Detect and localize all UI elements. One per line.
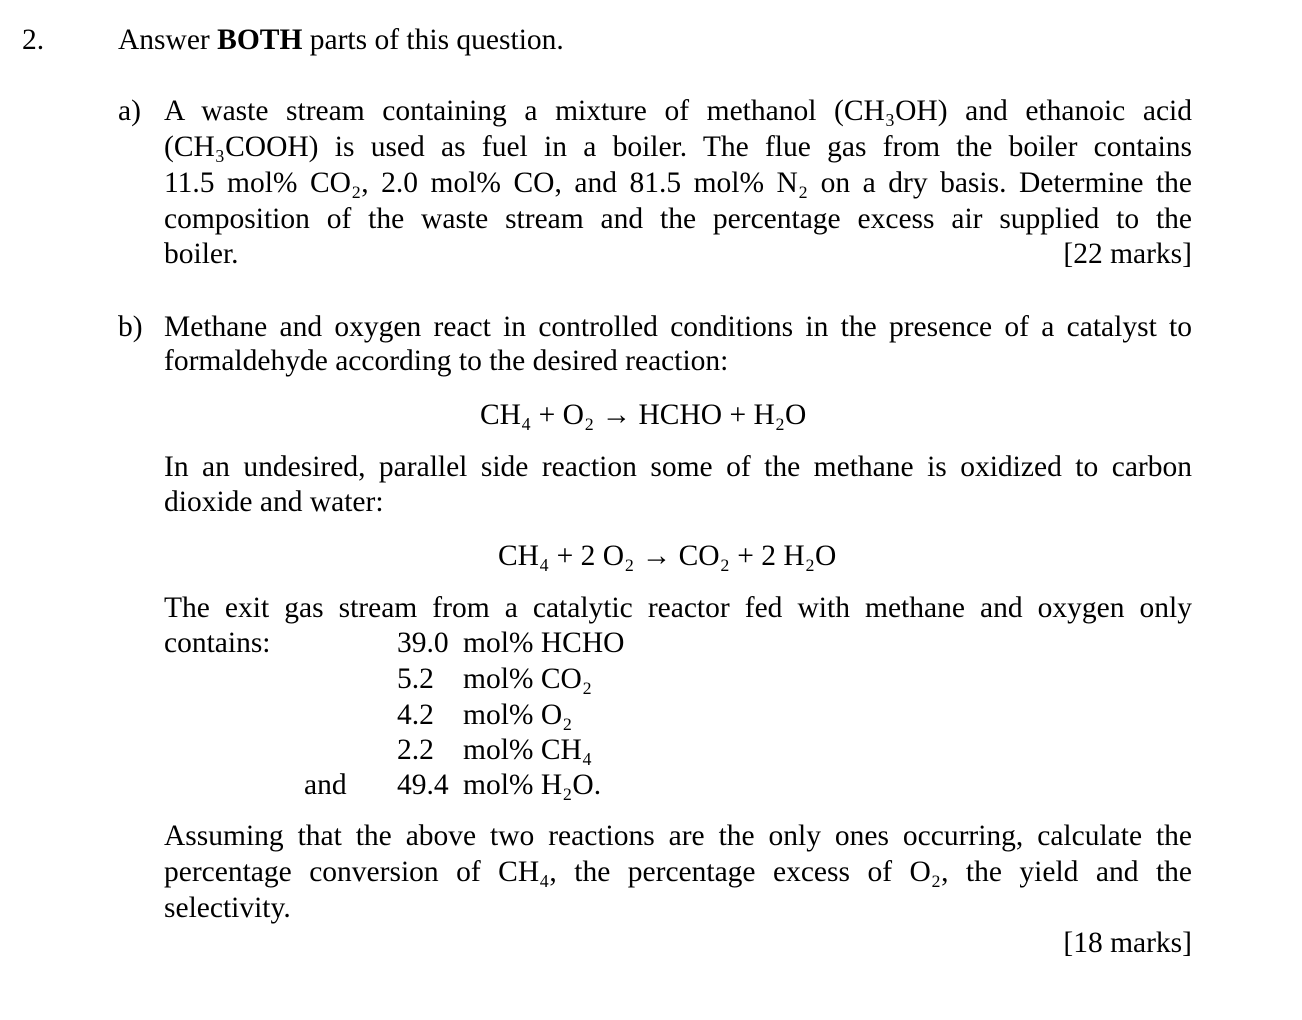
composition-row [397,661,592,697]
assumption-line-1: Assuming that the above two reactions are the only ones occurring, calculate the [164,820,1192,852]
assumption-line-3: selectivity. [164,892,291,924]
part-a-label: a) [118,95,141,127]
question-intro [118,22,564,58]
part-a-line-1: A waste stream containing a mixture of methanol (CH₃OH) and ethanoic acid [164,95,1192,127]
part-a-marks: [22 marks] [1063,238,1192,270]
desired-reaction-equation: CH₄ + O₂ → HCHO + H₂O [480,399,807,431]
composition-row [397,697,572,733]
composition-unit: mol% HCHO [463,627,625,659]
part-b-label: b) [118,311,143,343]
exit-gas-line-2: contains: [164,627,271,659]
part-a-line-4: composition of the waste stream and the percentage excess air supplied to the [164,203,1192,235]
composition-value: 5.2 [397,663,434,695]
intro-pre: Answer [118,24,218,56]
exit-gas-line-1: The exit gas stream from a catalytic reactor fed with methane and oxygen only [164,592,1192,624]
composition-row [397,732,592,768]
part-a-line-5: boiler. [164,238,239,270]
composition-unit: mol% O₂ [463,699,573,731]
part-b-line-1: Methane and oxygen react in controlled conditions in the presence of a catalyst to [164,311,1192,343]
composition-unit: mol% CH₄ [463,734,593,766]
composition-value: 49.4 [397,769,449,801]
composition-unit: mol% H₂O. [463,769,602,801]
composition-value: 2.2 [397,734,434,766]
composition-row [397,625,624,661]
intro-post: parts of this question. [302,24,564,56]
composition-row [397,767,601,803]
side-reaction-line-1: In an undesired, parallel side reaction some of the methane is oxidized to carbon [164,451,1192,483]
assumption-line-2: percentage conversion of CH₄, the percentage excess of O₂, the yield and the [164,856,1192,888]
side-reaction-equation: CH₄ + 2 O₂ → CO₂ + 2 H₂O [498,540,837,572]
composition-unit: mol% CO₂ [463,663,593,695]
question-number: 2. [22,24,45,56]
part-b-marks: [18 marks] [1063,927,1192,959]
part-a-line-2: (CH₃COOH) is used as fuel in a boiler. The flue gas from the boiler contains [164,131,1192,163]
composition-value: 39.0 [397,627,449,659]
composition-value: 4.2 [397,699,434,731]
intro-bold: BOTH [217,24,303,56]
and-label: and [304,769,347,801]
part-a-line-3: 11.5 mol% CO₂, 2.0 mol% CO, and 81.5 mol% N₂ on a dry basis. Determine the [164,167,1192,199]
part-b-line-2: formaldehyde according to the desired reaction: [164,345,729,377]
side-reaction-line-2: dioxide and water: [164,486,384,518]
